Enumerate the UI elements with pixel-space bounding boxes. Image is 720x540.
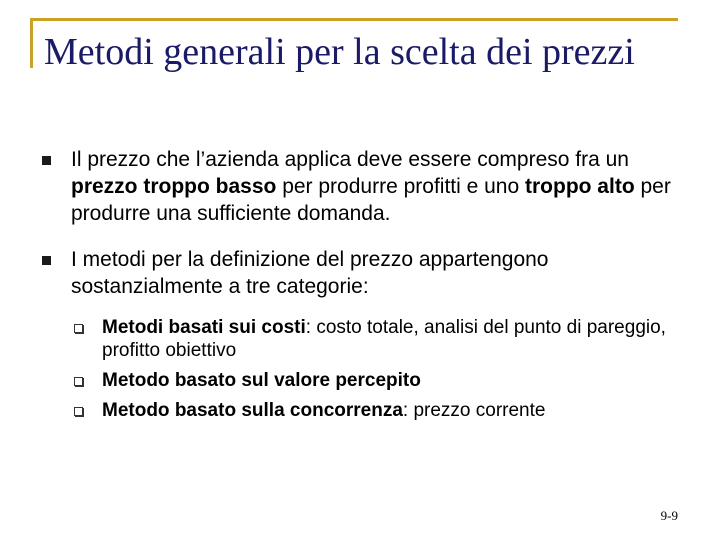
sub-bullet-item [71,316,680,362]
bold-segment: prezzo troppo basso [71,175,277,198]
text-segment: : prezzo corrente [402,400,546,421]
bullet-list [40,146,680,441]
bold-segment: troppo alto [525,175,635,198]
sub-bullet-text [102,400,545,421]
sub-bullet-text [102,317,666,361]
frame-left-line [30,18,33,68]
hollow-square-bullet-icon [74,377,83,386]
bullet-text: I metodi per la definizione del prezzo appartengono sostanzialmente a tre categorie: [71,248,549,298]
slide-title: Metodi generali per la scelta dei prezzi [44,31,635,73]
frame-top-line [30,18,678,21]
bold-segment: Metodo basato sul valore percepito [102,370,421,391]
sub-bullet-text [102,370,421,391]
bullet-item [40,146,680,227]
bold-segment: Metodi basati sui costi [102,317,306,338]
text-segment: per produrre profitti e uno [276,175,525,198]
square-bullet-icon [42,256,51,265]
text-segment: Il prezzo che l’azienda applica deve essere compreso fra un [71,148,629,171]
bold-segment: Metodo basato sulla concorrenza [102,400,403,421]
hollow-square-bullet-icon [74,324,83,333]
text-segment: per produrre una sufficiente domanda. [71,175,671,225]
bullet-item [40,246,680,422]
text-segment: : costo totale, analisi del punto di pareggio, profitto obiettivo [102,317,666,361]
bullet-text [71,148,671,225]
page-number: 9-9 [660,508,678,523]
sub-bullet-list [71,316,680,422]
square-bullet-icon [42,156,51,165]
sub-bullet-item [71,399,680,422]
sub-bullet-item [71,369,680,392]
hollow-square-bullet-icon [74,407,83,416]
